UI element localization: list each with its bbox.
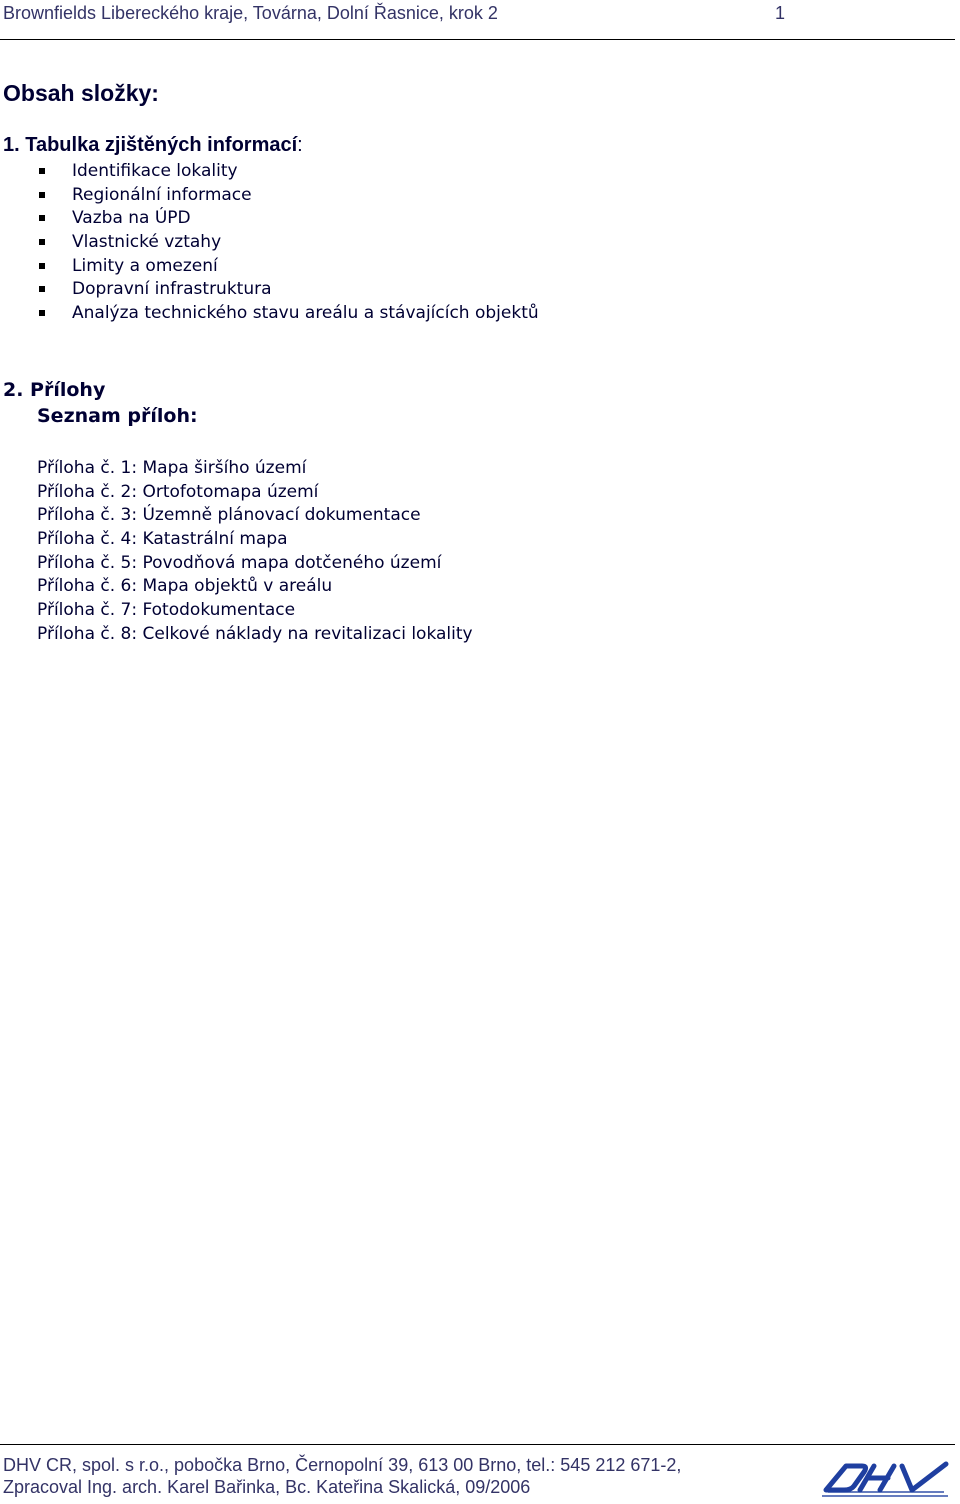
list-item — [37, 278, 539, 302]
bullet-icon — [39, 239, 45, 245]
list-item — [37, 302, 539, 326]
list-item-label: Identifikace lokality — [72, 161, 238, 181]
footer-company-line: DHV CR, spol. s r.o., pobočka Brno, Černopolní 39, 613 00 Brno, tel.: 545 212 671-2, — [3, 1455, 682, 1475]
content-title: Obsah složky: — [3, 80, 159, 106]
bullet-icon — [39, 286, 45, 292]
section1-heading — [3, 134, 303, 157]
list-item-label: Vlastnické vztahy — [72, 232, 222, 253]
page-number: 1 — [775, 3, 786, 23]
list-item-label: Regionální informace — [72, 184, 252, 205]
bullet-icon — [39, 215, 45, 221]
bullet-icon — [39, 192, 45, 198]
page-footer — [0, 1444, 955, 1504]
footer-author-line: Zpracoval Ing. arch. Karel Bařinka, Bc. Kateřina Skalická, 09/2006 — [3, 1477, 531, 1497]
attachments-list — [37, 457, 473, 647]
attachments-list-heading: Seznam příloh: — [37, 405, 198, 427]
bullet-icon — [39, 168, 45, 174]
list-item — [37, 255, 539, 279]
section1-heading-text: 1. Tabulka zjištěných informací — [3, 134, 298, 156]
attachment-item: Příloha č. 3: Územně plánovací dokumentace — [37, 505, 421, 526]
section1-list — [37, 160, 539, 326]
attachment-item: Příloha č. 6: Mapa objektů v areálu — [37, 576, 333, 597]
dhv-logo-icon — [818, 1456, 954, 1500]
list-item-label: Limity a omezení — [72, 255, 218, 276]
bullet-icon — [39, 310, 45, 316]
list-item — [37, 231, 539, 255]
attachment-item: Příloha č. 8: Celkové náklady na revitalizaci lokality — [37, 623, 473, 644]
section2-heading: 2. Přílohy — [3, 379, 106, 401]
attachment-item: Příloha č. 2: Ortofotomapa území — [37, 481, 319, 502]
bullet-icon — [39, 263, 45, 269]
header-title: Brownfields Libereckého kraje, Továrna, Dolní Řasnice, krok 2 — [3, 3, 498, 23]
attachment-item: Příloha č. 1: Mapa širšího území — [37, 458, 307, 478]
attachment-item: Příloha č. 7: Fotodokumentace — [37, 600, 296, 621]
attachment-item: Příloha č. 5: Povodňová mapa dotčeného území — [37, 552, 442, 573]
page-header — [0, 0, 955, 40]
list-item — [37, 184, 539, 208]
list-item — [37, 207, 539, 231]
list-item-label: Dopravní infrastruktura — [72, 279, 272, 300]
list-item-label: Analýza technického stavu areálu a stávajících objektů — [72, 303, 539, 324]
list-item-label: Vazba na ÚPD — [72, 208, 191, 229]
list-item — [37, 160, 539, 184]
section1-heading-colon: : — [297, 134, 303, 156]
attachment-item: Příloha č. 4: Katastrální mapa — [37, 529, 288, 550]
